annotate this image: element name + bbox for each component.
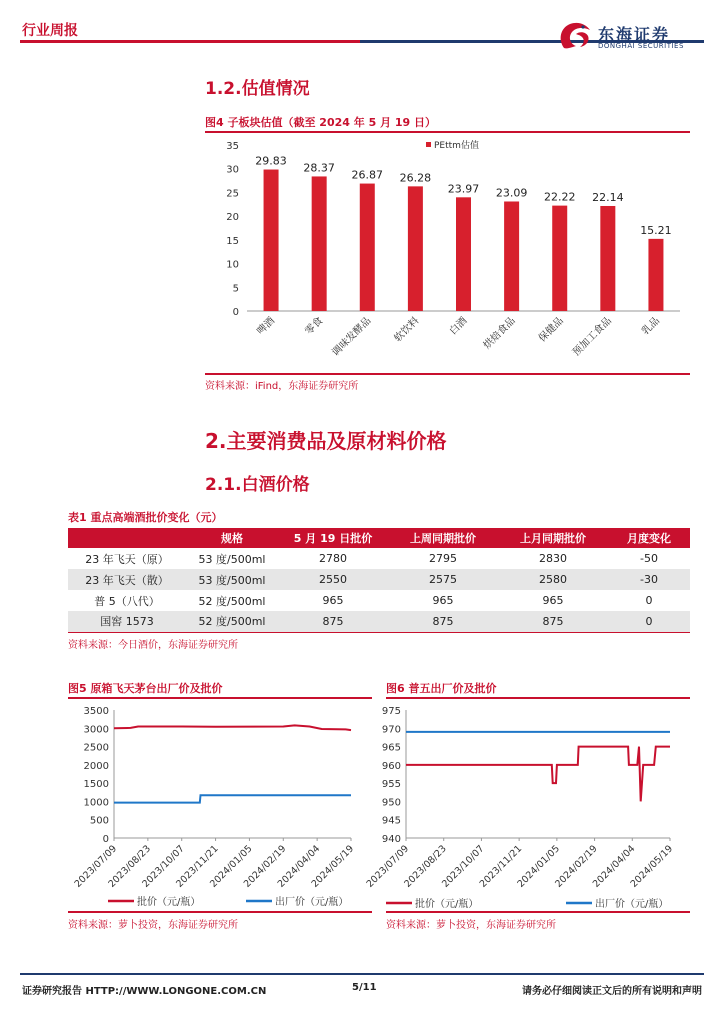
y-tick-label: 0: [102, 834, 109, 845]
footer-divider: [20, 973, 704, 975]
logo-en-text: DONGHAI SECURITIES: [598, 42, 684, 50]
y-tick-label: 975: [381, 706, 401, 717]
legend-label: PEttm估值: [434, 141, 479, 151]
table-cell: 2580: [498, 569, 608, 590]
table-cell: 2780: [319, 552, 347, 565]
x-tick-label: 调味发酵品: [330, 315, 374, 359]
figure4-bottom-rule: [205, 373, 690, 375]
x-tick-label: 2023/10/07: [140, 843, 187, 890]
legend-label: 出厂价（元/瓶）: [275, 897, 349, 908]
logo-cn-text: 东海证券: [598, 25, 671, 44]
figure5-source: 资料来源：萝卜投资，东海证券研究所: [68, 920, 238, 931]
figure5-line-chart: [68, 699, 372, 911]
x-tick-label: 白酒: [447, 315, 470, 338]
table-header-row: [68, 528, 690, 548]
y-tick-label: 2500: [83, 742, 109, 754]
x-tick-label: 啤酒: [255, 315, 278, 338]
y-tick-label: 10: [226, 259, 239, 271]
y-tick-label: 965: [381, 742, 401, 754]
x-tick-label: 2024/04/04: [275, 843, 323, 890]
y-tick-label: 25: [226, 188, 239, 200]
x-tick-label: 软饮料: [392, 315, 422, 345]
x-tick-label: 2024/02/19: [241, 843, 289, 890]
y-tick-label: 940: [381, 834, 401, 845]
x-tick-label: 2024/05/19: [309, 843, 357, 890]
table-cell: 23 年飞天（原）: [85, 552, 169, 566]
series-line: [114, 725, 351, 730]
table-cell: 875: [498, 611, 608, 632]
data-label: 22.14: [592, 190, 624, 204]
data-label: 26.28: [399, 171, 432, 185]
x-tick-label: 2023/10/07: [440, 843, 487, 890]
x-tick-label: 2023/08/23: [106, 843, 153, 890]
table-cell: 国窖 1573: [68, 611, 186, 632]
x-tick-label: 2023/08/23: [402, 843, 449, 890]
y-tick-label: 960: [381, 760, 401, 772]
table-cell: 普 5（八代）: [94, 594, 160, 608]
table-cell: 2830: [539, 552, 567, 565]
figure4-caption: 图4 子板块估值（截至 2024 年 5 月 19 日）: [205, 116, 437, 129]
table-row: [68, 590, 690, 611]
table-row: [68, 569, 690, 590]
section-heading-2-1: 2.1.白酒价格: [205, 475, 310, 495]
y-tick-label: 35: [226, 141, 239, 152]
figure4-source: 资料来源：iFind，东海证券研究所: [205, 381, 359, 392]
table-cell: 52 度/500ml: [198, 594, 266, 608]
table-cell: 965: [542, 594, 564, 607]
bar: [504, 201, 519, 311]
table-cell: 965: [432, 594, 454, 607]
table-cell: 2575: [388, 569, 498, 590]
bar: [552, 206, 567, 311]
table-header-cell: 规格: [186, 528, 278, 548]
series-line: [406, 747, 670, 802]
table-cell: 0: [645, 594, 653, 607]
y-tick-label: 1000: [83, 797, 109, 809]
bar: [264, 170, 279, 311]
table-cell: 2550: [278, 569, 388, 590]
header-divider-red: [20, 40, 360, 43]
y-tick-label: 15: [226, 235, 239, 247]
section-heading-1-2: 1.2.估值情况: [205, 79, 310, 99]
x-tick-label: 保健品: [536, 315, 566, 345]
legend-swatch: [426, 142, 431, 147]
table-cell: 23 年飞天（散）: [68, 569, 186, 590]
page-number: 5/11: [352, 982, 377, 993]
y-tick-label: 0: [232, 307, 239, 318]
y-tick-label: 20: [226, 212, 239, 224]
section-heading-2: 2.主要消费品及原材料价格: [205, 429, 447, 453]
x-tick-label: 2024/01/05: [208, 843, 255, 890]
table-cell: -30: [608, 569, 690, 590]
x-tick-label: 零食: [303, 315, 326, 338]
table-cell: 53 度/500ml: [198, 552, 266, 566]
table-row: [68, 611, 690, 632]
table-cell: 965: [322, 594, 344, 607]
x-tick-label: 2023/11/21: [174, 843, 221, 890]
table-header-cell: 上月同期批价: [498, 528, 608, 548]
figure6-line-chart: [364, 699, 690, 911]
table-header-cell: 月度变化: [608, 528, 690, 548]
y-tick-label: 970: [381, 724, 401, 736]
data-label: 29.83: [255, 154, 287, 168]
x-tick-label: 2024/04/04: [590, 843, 638, 890]
x-tick-label: 烘焙食品: [481, 315, 518, 352]
data-label: 15.21: [640, 223, 672, 237]
x-tick-label: 2024/01/05: [515, 843, 562, 890]
table-cell: 53 度/500ml: [186, 569, 278, 590]
figure5-caption: 图5 原箱飞天茅台出厂价及批价: [68, 682, 223, 695]
x-tick-label: 乳品: [640, 315, 663, 338]
data-label: 26.87: [351, 168, 384, 182]
x-tick-label: 2023/07/09: [72, 843, 120, 890]
y-tick-label: 5: [232, 283, 239, 295]
figure5-bottom-rule: [68, 911, 372, 913]
table-header-cell: 上周同期批价: [388, 528, 498, 548]
figure6-source: 资料来源：萝卜投资，东海证券研究所: [386, 920, 556, 931]
table-cell: -50: [640, 552, 658, 565]
table-cell: 52 度/500ml: [186, 611, 278, 632]
table-header-cell: [68, 528, 186, 548]
bar: [360, 184, 375, 311]
x-tick-label: 2023/07/09: [364, 843, 412, 890]
x-tick-label: 2024/02/19: [553, 843, 600, 890]
figure6-caption: 图6 普五出厂价及批价: [386, 682, 497, 695]
x-tick-label: 预加工食品: [570, 315, 614, 359]
y-tick-label: 1500: [83, 779, 109, 791]
footer-disclaimer: 请务必仔细阅读正文后的所有说明和声明: [522, 986, 702, 997]
bar: [600, 206, 615, 311]
y-tick-label: 950: [381, 797, 401, 809]
data-label: 28.37: [303, 161, 335, 175]
bar: [456, 197, 471, 311]
legend-label: 出厂价（元/瓶）: [595, 899, 669, 910]
y-tick-label: 500: [89, 815, 109, 827]
footer-site: 证券研究报告 HTTP://WWW.LONGONE.COM.CN: [22, 986, 267, 997]
price-table: [68, 528, 690, 633]
table-cell: 875: [278, 611, 388, 632]
bar: [312, 176, 327, 311]
table-row: [68, 548, 690, 569]
table1-source: 资料来源：今日酒价，东海证券研究所: [68, 640, 238, 651]
company-logo: [556, 18, 716, 54]
data-label: 22.22: [543, 190, 576, 204]
figure4-bar-chart: [205, 133, 690, 373]
x-tick-label: 2024/05/19: [628, 843, 676, 890]
bar: [408, 186, 423, 311]
dragon-logo-icon: [556, 18, 596, 54]
y-tick-label: 3000: [83, 724, 109, 736]
y-tick-label: 955: [381, 779, 401, 791]
table-cell: 875: [388, 611, 498, 632]
series-line: [114, 795, 351, 802]
table-cell: 0: [608, 611, 690, 632]
y-tick-label: 945: [381, 815, 401, 827]
legend-label: 批价（元/瓶）: [137, 897, 201, 908]
legend-label: 批价（元/瓶）: [415, 899, 479, 910]
y-tick-label: 3500: [83, 706, 109, 717]
figure6-bottom-rule: [386, 911, 690, 913]
bar: [648, 239, 663, 311]
table1-caption: 表1 重点高端酒批价变化（元）: [68, 511, 223, 524]
y-tick-label: 30: [226, 164, 239, 176]
data-label: 23.97: [447, 182, 480, 196]
table-header-cell: 5 月 19 日批价: [278, 528, 388, 548]
report-type-label: 行业周报: [22, 23, 78, 39]
x-tick-label: 2023/11/21: [477, 843, 525, 890]
data-label: 23.09: [495, 186, 528, 200]
y-tick-label: 2000: [83, 760, 109, 772]
table-cell: 2795: [429, 552, 457, 565]
